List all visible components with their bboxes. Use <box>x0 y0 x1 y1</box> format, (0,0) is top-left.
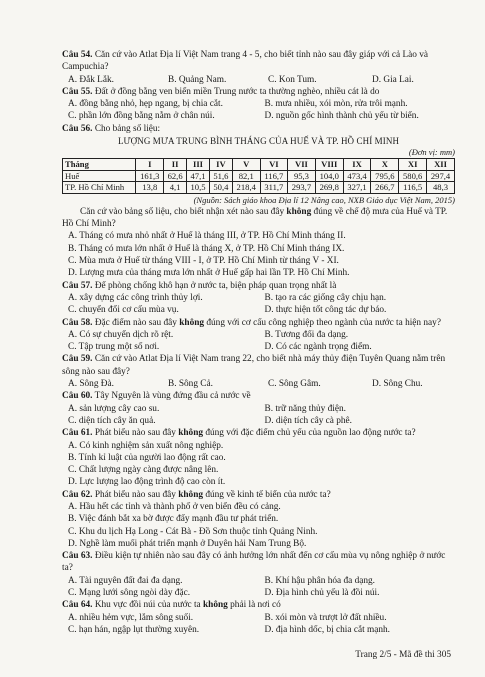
table-cell: 161,3 <box>136 170 164 182</box>
option: C. diện tích cây ăn quả. <box>68 415 156 426</box>
header-cell: X <box>371 159 399 171</box>
table-cell: 116,5 <box>399 182 427 194</box>
table-cell: 10,5 <box>187 182 210 194</box>
option: B. mưa nhiều, xói mòn, rửa trôi mạnh. <box>264 99 408 110</box>
page-footer: Trang 2/5 - Mã đề thi 305 <box>355 650 451 660</box>
table-cell: 327,1 <box>343 182 371 194</box>
question-60-options-row2 <box>62 415 455 427</box>
header-cell: III <box>187 159 210 171</box>
table-cell: 580,6 <box>399 170 427 182</box>
table-cell: 13,8 <box>136 182 164 194</box>
option: D. nguồn gốc hình thành chủ yếu từ biển. <box>264 111 419 122</box>
option: B. Sông Cả. <box>168 379 213 390</box>
question-63-options-row2 <box>62 587 455 599</box>
question-63: Câu 63. Điều kiện tự nhiên nào sau đây có ảnh hưởng lớn nhất đến cơ cấu mùa vụ nông nghiệp ở nước ta? <box>62 551 446 574</box>
header-cell: I <box>136 159 164 171</box>
option: A. nhiều hẻm vực, lắm sông suối. <box>68 612 194 623</box>
option: B. xói mòn và trượt lở đất nhiều. <box>264 612 387 623</box>
option: A. Sông Đà. <box>68 379 114 390</box>
table-cell: 293,7 <box>288 182 316 194</box>
question-57-options-row2 <box>62 304 455 316</box>
table-row <box>63 170 455 182</box>
header-cell: Tháng <box>63 159 136 171</box>
table-cell: 82,1 <box>232 170 260 182</box>
option: A. đồng bằng nhỏ, hẹp ngang, bị chia cắt. <box>68 99 223 110</box>
option: B. tạo ra các giống cây chịu hạn. <box>264 292 387 303</box>
header-cell: VIII <box>315 159 343 171</box>
question-64: Câu 64. Khu vực đồi núi của nước ta không phải là nơi có <box>62 600 281 611</box>
option: B. Khí hậu phân hóa đa dạng. <box>264 575 376 586</box>
question-57-options-row1 <box>62 292 455 304</box>
header-cell: XII <box>427 159 455 171</box>
table-cell: 116,7 <box>260 170 287 182</box>
option: C. chuyển đổi cơ cấu mùa vụ. <box>68 305 179 316</box>
header-cell: IX <box>343 159 371 171</box>
table-cell: 269,8 <box>315 182 343 194</box>
table-cell: 795,6 <box>371 170 399 182</box>
question-64-options-row1 <box>62 612 455 624</box>
table-cell: Huế <box>63 170 136 182</box>
option: D. Lực lượng lao động trình độ cao còn ít. <box>68 477 226 488</box>
option: C. Mạng lưới sông ngòi dày đặc. <box>68 588 191 599</box>
option: D. Lượng mưa của tháng mưa lớn nhất ở Huế gấp hai lần TP. Hồ Chí Minh. <box>68 268 350 279</box>
question-58-options-row2 <box>62 341 455 353</box>
table-cell: 473,4 <box>343 170 371 182</box>
option: A. Hầu hết các tỉnh và thành phố ở ven biển đều có cảng. <box>68 502 281 512</box>
rainfall-table <box>62 158 455 194</box>
question-59: Câu 59. Căn cứ vào Atlat Địa lí Việt Nam trang 22, cho biết nhà máy thủy điện Tuyên Quang nằm trên sông nào sau đây? <box>62 354 446 377</box>
table-source: (Nguồn: Sách giáo khoa Địa lí 12 Nâng cao, NXB Giáo dục Việt Nam, 2015) <box>193 194 455 205</box>
table-cell: TP. Hồ Chí Minh <box>63 182 136 194</box>
table-row <box>63 182 455 194</box>
option: D. thực hiện tốt công tác dự báo. <box>264 305 387 316</box>
question-56: Câu 56. Cho bảng số liệu: <box>62 123 161 134</box>
option: B. Việc đánh bắt xa bờ được đẩy mạnh đầu tư phát triển. <box>68 514 279 525</box>
table-cell: 104,0 <box>315 170 343 182</box>
question-54-options <box>62 74 455 86</box>
option: C. hạn hán, ngập lụt thường xuyên. <box>68 624 200 635</box>
option: A. Có kinh nghiệm sản xuất nông nghiệp. <box>68 440 224 451</box>
header-cell: VI <box>260 159 287 171</box>
question-57: Câu 57. Để phòng chống khô hạn ở nước ta, biện pháp quan trọng nhất là <box>62 280 337 291</box>
option: D. diện tích cây cà phê. <box>264 415 353 426</box>
option: B. trữ năng thủy điện. <box>264 403 346 414</box>
option: A. Tháng có mưa nhỏ nhất ở Huế là tháng III, ở TP. Hồ Chí Minh tháng II. <box>68 231 346 242</box>
table-cell: 311,7 <box>260 182 287 194</box>
table-cell: 50,4 <box>209 182 232 194</box>
option: C. Mùa mưa ở Huế từ tháng VIII - I, ở TP. Hồ Chí Minh từ tháng V - XI. <box>68 256 339 267</box>
question-59-options <box>62 378 455 390</box>
question-64-options-row2 <box>62 624 455 636</box>
option: B. Tháng có mưa lớn nhất ở Huế là tháng X, ở TP. Hồ Chí Minh tháng IX. <box>68 243 345 254</box>
option: B. Tương đối đa dạng. <box>264 329 349 340</box>
question-63-options-row1 <box>62 575 455 587</box>
question-60: Câu 60. Tây Nguyên là vùng đứng đầu cả nước về <box>62 391 251 402</box>
question-58: Câu 58. Đặc điểm nào sau đây không đúng với cơ cấu công nghiệp theo ngành của nước ta hiện nay? <box>62 317 441 328</box>
option: A. xây dựng các công trình thủy lợi. <box>68 292 203 303</box>
table-cell: 48,3 <box>427 182 455 194</box>
table-cell: 62,6 <box>164 170 187 182</box>
table-header-row <box>63 159 455 171</box>
option: A. Có sự chuyển dịch rõ rệt. <box>68 329 174 340</box>
question-56-prompt: Căn cứ vào bảng số liệu, cho biết nhận xét nào sau đây không đúng về chế độ mưa của Huế và TP. Hồ Chí Minh? <box>62 206 448 230</box>
header-cell: IV <box>209 159 232 171</box>
question-55-options-row1 <box>62 98 455 110</box>
question-55-options-row2 <box>62 110 455 122</box>
option: A. Đắk Lắk. <box>68 74 114 85</box>
table-cell: 95,3 <box>288 170 316 182</box>
question-54: Câu 54. Căn cứ vào Atlat Địa lí Việt Nam trang 4 - 5, cho biết tỉnh nào sau đây giáp với cả Lào và Campuchia? <box>62 50 429 73</box>
option: A. sản lượng cây cao su. <box>68 403 160 414</box>
option: C. Tập trung một số nơi. <box>68 342 160 353</box>
header-cell: VII <box>288 159 316 171</box>
option: D. địa hình dốc, bị chia cắt mạnh. <box>264 624 390 635</box>
option: C. phần lớn đồng bằng nằm ở chân núi. <box>68 111 215 122</box>
option: D. Có các ngành trọng điểm. <box>264 342 372 353</box>
table-cell: 51,6 <box>209 170 232 182</box>
question-60-options-row1 <box>62 403 455 415</box>
option: B. Tính kỉ luật của người lao động rất cao. <box>68 452 226 463</box>
option: D. Nghề làm muối phát triển mạnh ở Duyên hải Nam Trung Bộ. <box>68 538 307 549</box>
option: B. Quảng Nam. <box>168 74 227 85</box>
option: D. Gia Lai. <box>372 74 414 85</box>
table-cell: 266,7 <box>371 182 399 194</box>
header-cell: XI <box>399 159 427 171</box>
table-cell: 47,1 <box>187 170 210 182</box>
option: C. Khu du lịch Hạ Long - Cát Bà - Đồ Sơn thuộc tỉnh Quảng Ninh. <box>68 526 318 537</box>
question-62: Câu 62. Phát biểu nào sau đây không đúng về kinh tế biển của nước ta? <box>62 489 331 500</box>
table-cell: 218,4 <box>232 182 260 194</box>
table-cell: 297,4 <box>427 170 455 182</box>
option: C. Kon Tum. <box>268 74 317 85</box>
table-title: LƯỢNG MƯA TRUNG BÌNH THÁNG CỦA HUẾ VÀ TP. HỒ CHÍ MINH <box>117 136 400 147</box>
table-unit: (Đơn vị: mm) <box>408 147 455 158</box>
header-cell: V <box>232 159 260 171</box>
table-cell: 4,1 <box>164 182 187 194</box>
option: D. Sông Chu. <box>372 379 423 390</box>
question-58-options-row1 <box>62 329 455 341</box>
option: D. Địa hình chủ yếu là đồi núi. <box>264 588 380 599</box>
header-cell: II <box>164 159 187 171</box>
question-61: Câu 61. Phát biểu nào sau đây không đúng với đặc điểm chủ yếu của nguồn lao động nước ta? <box>62 428 416 439</box>
option: C. Sông Gâm. <box>268 379 321 390</box>
option: C. Chất lượng ngày càng được nâng lên. <box>68 465 219 476</box>
option: A. Tài nguyên đất đai đa dạng. <box>68 575 183 586</box>
question-55: Câu 55. Đất ở đồng bằng ven biển miền Trung nước ta thường nghèo, nhiều cát là do <box>62 86 380 97</box>
